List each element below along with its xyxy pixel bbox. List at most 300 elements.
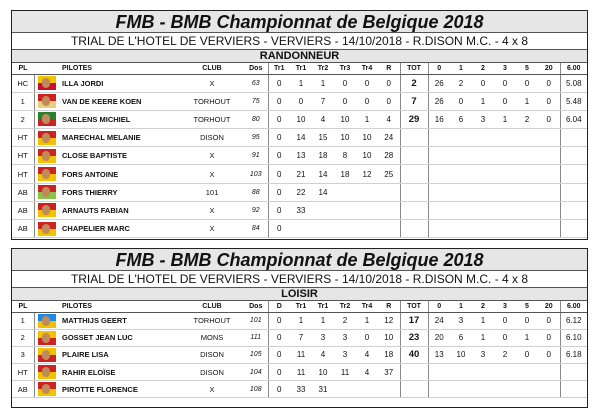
table-row bbox=[12, 329, 587, 346]
stat-count: 0 bbox=[494, 92, 516, 110]
column-header: PL bbox=[12, 63, 34, 74]
rank-cell: AB bbox=[12, 201, 34, 219]
flag-cell bbox=[34, 92, 60, 110]
column-header: TOT bbox=[400, 63, 428, 74]
club-cell: TORHOUT bbox=[180, 312, 244, 329]
column-header: 20 bbox=[538, 301, 560, 312]
rider-name: PLAIRE LISA bbox=[60, 346, 180, 363]
stat-count bbox=[450, 129, 472, 147]
table-row bbox=[12, 201, 587, 219]
club-cell: TORHOUT bbox=[180, 110, 244, 128]
lap-score: 12 bbox=[356, 165, 378, 183]
flag-cell bbox=[34, 312, 60, 329]
lap-score: 0 bbox=[268, 220, 290, 238]
lap-score: 0 bbox=[268, 329, 290, 346]
rank-cell: 3 bbox=[12, 346, 34, 363]
total-score bbox=[400, 165, 428, 183]
tiebreak-value bbox=[560, 364, 587, 381]
tiebreak-value bbox=[560, 147, 587, 165]
tiebreak-value: 6.18 bbox=[560, 346, 587, 363]
table-row bbox=[12, 110, 587, 128]
rank-cell: HC bbox=[12, 74, 34, 92]
stat-count: 0 bbox=[494, 74, 516, 92]
stat-count bbox=[538, 129, 560, 147]
club-cell: X bbox=[180, 165, 244, 183]
stat-count bbox=[538, 220, 560, 238]
rank-cell: 2 bbox=[12, 329, 34, 346]
table-row bbox=[12, 220, 587, 238]
lap-score: 0 bbox=[356, 92, 378, 110]
column-header: 3 bbox=[494, 63, 516, 74]
club-cell: DISON bbox=[180, 364, 244, 381]
lap-score: 0 bbox=[268, 129, 290, 147]
club-cell: X bbox=[180, 220, 244, 238]
stat-count bbox=[428, 129, 450, 147]
lap-score: 28 bbox=[378, 147, 400, 165]
bib-number: 105 bbox=[244, 346, 268, 363]
rank-cell: HT bbox=[12, 147, 34, 165]
stat-count: 0 bbox=[538, 312, 560, 329]
bib-number: 80 bbox=[244, 110, 268, 128]
rider-photo-icon bbox=[38, 365, 56, 379]
rider-name: CLOSE BAPTISTE bbox=[60, 147, 180, 165]
stat-count bbox=[494, 220, 516, 238]
total-score: 2 bbox=[400, 74, 428, 92]
rider-name: RAHIR ELOÏSE bbox=[60, 364, 180, 381]
stat-count: 6 bbox=[450, 110, 472, 128]
lap-score: 0 bbox=[268, 110, 290, 128]
stat-count bbox=[472, 364, 494, 381]
lap-score bbox=[356, 183, 378, 201]
header-spacer bbox=[34, 301, 60, 312]
flag-cell bbox=[34, 129, 60, 147]
lap-score: 33 bbox=[290, 381, 312, 398]
column-header: 2 bbox=[472, 301, 494, 312]
lap-score: 22 bbox=[290, 183, 312, 201]
stat-count: 2 bbox=[450, 74, 472, 92]
table-row bbox=[12, 92, 587, 110]
lap-score: 1 bbox=[356, 110, 378, 128]
stat-count: 16 bbox=[428, 110, 450, 128]
stat-count bbox=[538, 381, 560, 398]
stat-count bbox=[428, 165, 450, 183]
lap-score: 33 bbox=[290, 201, 312, 219]
lap-score: 0 bbox=[334, 92, 356, 110]
stat-count: 0 bbox=[494, 329, 516, 346]
flag-cell bbox=[34, 329, 60, 346]
column-header: Tr1 bbox=[268, 63, 290, 74]
tiebreak-value: 5.48 bbox=[560, 92, 587, 110]
bib-number: 103 bbox=[244, 165, 268, 183]
column-header: Tr3 bbox=[334, 63, 356, 74]
lap-score: 25 bbox=[378, 165, 400, 183]
table-row bbox=[12, 129, 587, 147]
stat-count bbox=[494, 165, 516, 183]
flag-cell bbox=[34, 220, 60, 238]
club-cell: X bbox=[180, 381, 244, 398]
rider-photo-icon bbox=[38, 112, 56, 126]
tiebreak-value: 6.12 bbox=[560, 312, 587, 329]
column-header: CLUB bbox=[180, 301, 244, 312]
lap-score bbox=[378, 183, 400, 201]
event-subtitle: TRIAL DE L'HOTEL DE VERVIERS - VERVIERS - 14/10/2018 - R.DISON M.C. - 4 x 8 bbox=[12, 271, 587, 288]
stat-count bbox=[472, 147, 494, 165]
lap-score: 0 bbox=[356, 329, 378, 346]
lap-score bbox=[356, 201, 378, 219]
lap-score: 18 bbox=[378, 346, 400, 363]
club-cell: TORHOUT bbox=[180, 92, 244, 110]
rank-cell: 1 bbox=[12, 312, 34, 329]
tiebreak-value bbox=[560, 183, 587, 201]
stat-count: 1 bbox=[494, 110, 516, 128]
lap-score: 0 bbox=[268, 165, 290, 183]
bib-number: 92 bbox=[244, 201, 268, 219]
rank-cell: AB bbox=[12, 381, 34, 398]
column-header: Dos bbox=[244, 301, 268, 312]
stat-count: 1 bbox=[472, 329, 494, 346]
stat-count bbox=[428, 381, 450, 398]
lap-score: 3 bbox=[312, 329, 334, 346]
stat-count: 0 bbox=[472, 74, 494, 92]
category-heading: LOISIR bbox=[12, 288, 587, 301]
flag-cell bbox=[34, 201, 60, 219]
bib-number: 63 bbox=[244, 74, 268, 92]
total-score bbox=[400, 381, 428, 398]
column-header: 3 bbox=[494, 301, 516, 312]
stat-count bbox=[538, 147, 560, 165]
stat-count: 1 bbox=[516, 329, 538, 346]
total-score: 17 bbox=[400, 312, 428, 329]
column-header: 0 bbox=[428, 301, 450, 312]
loisir-panel bbox=[11, 248, 588, 408]
lap-score: 0 bbox=[356, 74, 378, 92]
tiebreak-value: 6.10 bbox=[560, 329, 587, 346]
club-cell: MONS bbox=[180, 329, 244, 346]
table-row bbox=[12, 183, 587, 201]
club-cell: X bbox=[180, 74, 244, 92]
column-header: 2 bbox=[472, 63, 494, 74]
bib-number: 111 bbox=[244, 329, 268, 346]
bib-number: 108 bbox=[244, 381, 268, 398]
club-cell: DISON bbox=[180, 129, 244, 147]
lap-score bbox=[334, 381, 356, 398]
column-header: Tr1 bbox=[290, 301, 312, 312]
lap-score: 37 bbox=[378, 364, 400, 381]
rider-name: FORS ANTOINE bbox=[60, 165, 180, 183]
flag-cell bbox=[34, 381, 60, 398]
stat-count: 0 bbox=[450, 92, 472, 110]
column-header: R bbox=[378, 301, 400, 312]
rider-name: SAELENS MICHIEL bbox=[60, 110, 180, 128]
lap-score: 3 bbox=[334, 346, 356, 363]
column-header: TOT bbox=[400, 301, 428, 312]
header-spacer bbox=[34, 63, 60, 74]
stat-count: 0 bbox=[516, 74, 538, 92]
rider-photo-icon bbox=[38, 314, 56, 328]
stat-count: 0 bbox=[516, 312, 538, 329]
results-table bbox=[12, 301, 587, 398]
total-score bbox=[400, 147, 428, 165]
column-header: Tr2 bbox=[334, 301, 356, 312]
tiebreak-value: 5.08 bbox=[560, 74, 587, 92]
lap-score bbox=[378, 381, 400, 398]
lap-score bbox=[312, 201, 334, 219]
results-table bbox=[12, 63, 587, 238]
rider-photo-icon bbox=[38, 348, 56, 362]
flag-cell bbox=[34, 364, 60, 381]
rider-photo-icon bbox=[38, 131, 56, 145]
stat-count bbox=[428, 220, 450, 238]
lap-score: 0 bbox=[334, 74, 356, 92]
lap-score: 0 bbox=[290, 92, 312, 110]
flag-cell bbox=[34, 346, 60, 363]
lap-score: 10 bbox=[334, 129, 356, 147]
lap-score: 1 bbox=[290, 74, 312, 92]
column-header: Tr4 bbox=[356, 301, 378, 312]
lap-score: 21 bbox=[290, 165, 312, 183]
stat-count: 6 bbox=[450, 329, 472, 346]
stat-count bbox=[450, 220, 472, 238]
table-row bbox=[12, 346, 587, 363]
tiebreak-value bbox=[560, 201, 587, 219]
lap-score: 18 bbox=[334, 165, 356, 183]
lap-score: 0 bbox=[268, 183, 290, 201]
column-header: Tr1 bbox=[312, 301, 334, 312]
rider-photo-icon bbox=[38, 222, 56, 236]
bib-number: 88 bbox=[244, 183, 268, 201]
bib-number: 104 bbox=[244, 364, 268, 381]
club-cell: X bbox=[180, 201, 244, 219]
lap-score: 24 bbox=[378, 129, 400, 147]
stat-count bbox=[450, 364, 472, 381]
lap-score bbox=[312, 220, 334, 238]
total-score bbox=[400, 129, 428, 147]
column-header: D bbox=[268, 301, 290, 312]
stat-count bbox=[494, 147, 516, 165]
lap-score bbox=[356, 381, 378, 398]
rank-cell: HT bbox=[12, 165, 34, 183]
stat-count bbox=[472, 381, 494, 398]
stat-count bbox=[538, 201, 560, 219]
lap-score: 12 bbox=[378, 312, 400, 329]
lap-score: 0 bbox=[268, 92, 290, 110]
lap-score: 13 bbox=[290, 147, 312, 165]
column-header: 0 bbox=[428, 63, 450, 74]
tiebreak-value bbox=[560, 381, 587, 398]
column-header: Tr2 bbox=[312, 63, 334, 74]
rider-name: MATTHIJS GEERT bbox=[60, 312, 180, 329]
club-cell: 101 bbox=[180, 183, 244, 201]
stat-count: 26 bbox=[428, 92, 450, 110]
stat-count: 20 bbox=[428, 329, 450, 346]
table-row bbox=[12, 147, 587, 165]
stat-count bbox=[450, 147, 472, 165]
rider-photo-icon bbox=[38, 76, 56, 90]
stat-count: 0 bbox=[538, 329, 560, 346]
stat-count: 3 bbox=[472, 346, 494, 363]
stat-count bbox=[472, 220, 494, 238]
lap-score: 1 bbox=[356, 312, 378, 329]
rider-photo-icon bbox=[38, 185, 56, 199]
stat-count: 1 bbox=[516, 92, 538, 110]
stat-count: 0 bbox=[516, 346, 538, 363]
lap-score: 10 bbox=[290, 110, 312, 128]
column-header: Dos bbox=[244, 63, 268, 74]
lap-score: 10 bbox=[378, 329, 400, 346]
lap-score: 0 bbox=[378, 74, 400, 92]
lap-score: 14 bbox=[290, 129, 312, 147]
column-header: PILOTES bbox=[60, 63, 180, 74]
column-header: 20 bbox=[538, 63, 560, 74]
stat-count bbox=[428, 364, 450, 381]
lap-score: 4 bbox=[378, 110, 400, 128]
lap-score: 1 bbox=[290, 312, 312, 329]
lap-score: 4 bbox=[356, 364, 378, 381]
lap-score: 4 bbox=[356, 346, 378, 363]
rank-cell: HT bbox=[12, 129, 34, 147]
stat-count: 0 bbox=[494, 312, 516, 329]
table-row bbox=[12, 381, 587, 398]
lap-score: 11 bbox=[290, 346, 312, 363]
lap-score: 7 bbox=[290, 329, 312, 346]
club-cell: X bbox=[180, 147, 244, 165]
rank-cell: AB bbox=[12, 220, 34, 238]
lap-score bbox=[378, 220, 400, 238]
column-header: Tr4 bbox=[356, 63, 378, 74]
stat-count: 24 bbox=[428, 312, 450, 329]
lap-score: 0 bbox=[268, 312, 290, 329]
stat-count bbox=[428, 183, 450, 201]
stat-count bbox=[516, 165, 538, 183]
stat-count: 26 bbox=[428, 74, 450, 92]
flag-cell bbox=[34, 74, 60, 92]
total-score: 7 bbox=[400, 92, 428, 110]
total-score: 40 bbox=[400, 346, 428, 363]
rank-cell: HT bbox=[12, 364, 34, 381]
club-cell: DISON bbox=[180, 346, 244, 363]
lap-score: 11 bbox=[334, 364, 356, 381]
lap-score: 1 bbox=[312, 74, 334, 92]
flag-cell bbox=[34, 147, 60, 165]
stat-count: 1 bbox=[472, 92, 494, 110]
stat-count bbox=[450, 201, 472, 219]
lap-score bbox=[334, 183, 356, 201]
lap-score: 10 bbox=[356, 129, 378, 147]
stat-count bbox=[538, 364, 560, 381]
rider-photo-icon bbox=[38, 203, 56, 217]
stat-count bbox=[516, 183, 538, 201]
flag-cell bbox=[34, 110, 60, 128]
rider-name: VAN DE KEERE KOEN bbox=[60, 92, 180, 110]
lap-score: 7 bbox=[312, 92, 334, 110]
stat-count: 3 bbox=[472, 110, 494, 128]
randonneur-panel bbox=[11, 10, 588, 240]
stat-count: 0 bbox=[538, 346, 560, 363]
stat-count: 0 bbox=[538, 110, 560, 128]
lap-score: 31 bbox=[312, 381, 334, 398]
stat-count: 1 bbox=[472, 312, 494, 329]
lap-score: 4 bbox=[312, 346, 334, 363]
rider-photo-icon bbox=[38, 382, 56, 396]
lap-score: 0 bbox=[378, 92, 400, 110]
lap-score: 0 bbox=[268, 364, 290, 381]
stat-count bbox=[494, 129, 516, 147]
lap-score: 0 bbox=[268, 381, 290, 398]
stat-count bbox=[472, 183, 494, 201]
lap-score bbox=[290, 220, 312, 238]
lap-score bbox=[334, 220, 356, 238]
stat-count bbox=[428, 201, 450, 219]
total-score: 29 bbox=[400, 110, 428, 128]
flag-cell bbox=[34, 165, 60, 183]
lap-score: 18 bbox=[312, 147, 334, 165]
column-header: 6.00 bbox=[560, 301, 587, 312]
rank-cell: 1 bbox=[12, 92, 34, 110]
column-header: 5 bbox=[516, 301, 538, 312]
total-score bbox=[400, 201, 428, 219]
stat-count: 13 bbox=[428, 346, 450, 363]
event-subtitle: TRIAL DE L'HOTEL DE VERVIERS - VERVIERS - 14/10/2018 - R.DISON M.C. - 4 x 8 bbox=[12, 33, 587, 50]
lap-score: 0 bbox=[268, 201, 290, 219]
lap-score: 10 bbox=[356, 147, 378, 165]
column-header: Tr1 bbox=[290, 63, 312, 74]
stat-count: 3 bbox=[450, 312, 472, 329]
total-score bbox=[400, 183, 428, 201]
rank-cell: AB bbox=[12, 183, 34, 201]
rider-name: FORS THIERRY bbox=[60, 183, 180, 201]
category-heading: RANDONNEUR bbox=[12, 50, 587, 63]
rank-cell: 2 bbox=[12, 110, 34, 128]
panel-title: FMB - BMB Championnat de Belgique 2018 bbox=[12, 249, 587, 271]
stat-count bbox=[494, 183, 516, 201]
lap-score: 0 bbox=[268, 74, 290, 92]
table-row bbox=[12, 74, 587, 92]
rider-name: CHAPELIER MARC bbox=[60, 220, 180, 238]
stat-count bbox=[450, 165, 472, 183]
lap-score: 11 bbox=[290, 364, 312, 381]
table-row bbox=[12, 165, 587, 183]
lap-score: 0 bbox=[268, 346, 290, 363]
rider-name: PIROTTE FLORENCE bbox=[60, 381, 180, 398]
stat-count bbox=[494, 381, 516, 398]
stat-count: 2 bbox=[516, 110, 538, 128]
tiebreak-value bbox=[560, 220, 587, 238]
stat-count bbox=[472, 129, 494, 147]
column-header: 1 bbox=[450, 63, 472, 74]
lap-score bbox=[356, 220, 378, 238]
rider-photo-icon bbox=[38, 167, 56, 181]
lap-score: 15 bbox=[312, 129, 334, 147]
rider-photo-icon bbox=[38, 149, 56, 163]
stat-count bbox=[516, 201, 538, 219]
column-header: 5 bbox=[516, 63, 538, 74]
rider-photo-icon bbox=[38, 331, 56, 345]
tiebreak-value bbox=[560, 129, 587, 147]
column-header: CLUB bbox=[180, 63, 244, 74]
lap-score: 8 bbox=[334, 147, 356, 165]
stat-count: 0 bbox=[538, 74, 560, 92]
tiebreak-value: 6.04 bbox=[560, 110, 587, 128]
column-header: 1 bbox=[450, 301, 472, 312]
panel-title: FMB - BMB Championnat de Belgique 2018 bbox=[12, 11, 587, 33]
lap-score: 1 bbox=[312, 312, 334, 329]
stat-count: 0 bbox=[538, 92, 560, 110]
column-header: PILOTES bbox=[60, 301, 180, 312]
rider-photo-icon bbox=[38, 94, 56, 108]
stat-count bbox=[494, 364, 516, 381]
stat-count bbox=[472, 165, 494, 183]
stat-count bbox=[516, 220, 538, 238]
